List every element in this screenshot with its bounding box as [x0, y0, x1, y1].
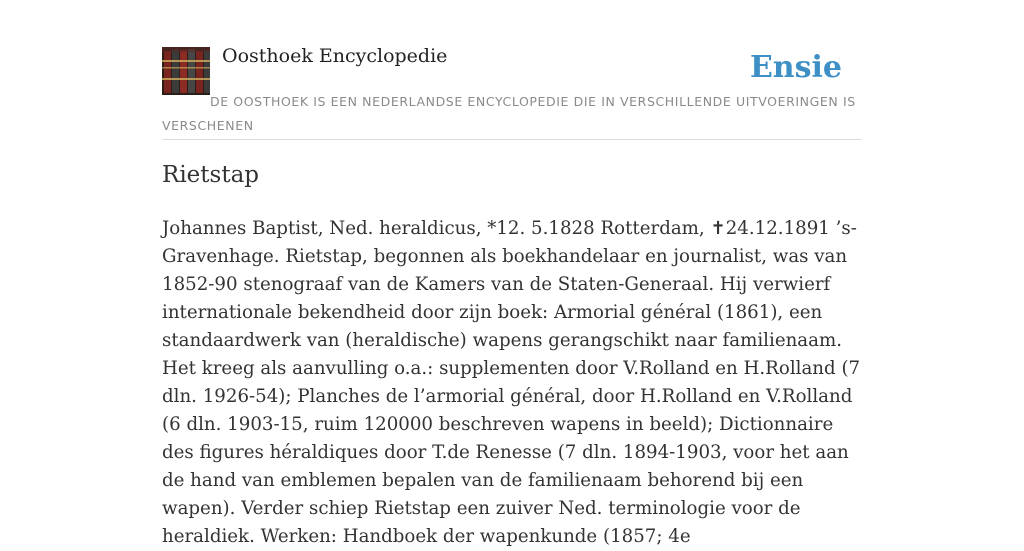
site-name[interactable]: Oosthoek Encyclopedie	[222, 45, 448, 67]
header-divider	[162, 139, 862, 140]
site-tagline: DE OOSTHOEK IS EEN NEDERLANDSE ENCYCLOPEDIE DIE IN VERSCHILLENDE UITVOERINGEN IS VERSCHENEN	[162, 94, 856, 133]
article-title: Rietstap	[162, 162, 260, 188]
site-avatar-books-image[interactable]	[162, 47, 210, 95]
books-image	[162, 47, 210, 95]
article-body: Johannes Baptist, Ned. heraldicus, *12. 5.1828 Rotterdam, ✝24.12.1891 ’s-Gravenhage. Rietstap, begonnen als boekhandelaar en journalist, was van 1852-90 stenograaf van de Kamers van de Staten-Generaal. Hij verwierf internationale bekendheid door zijn boek: Armorial général (1861), een standaardwerk van (heraldische) wapens gerangschikt naar familienaam. Het kreeg als aanvulling o.a.: supplementen door V.Rolland en H.Rolland (7 dln. 1926-54); Planches de l’armorial général, door H.Rolland en V.Rolland (6 dln. 1903-15, ruim 120000 beschreven wapens in beeld); Dictionnaire des figures héraldiques door T.de Renesse (7 dln. 1894-1903, voor het aan de hand van emblemen bepalen van de familienaam behorend bij een wapen). Verder schiep Rietstap een zuiver Ned. terminologie voor de heraldiek. Werken: Handboek der wapenkunde (1857; 4e	[162, 218, 861, 547]
ensie-logo-link[interactable]: Ensie	[749, 50, 842, 85]
